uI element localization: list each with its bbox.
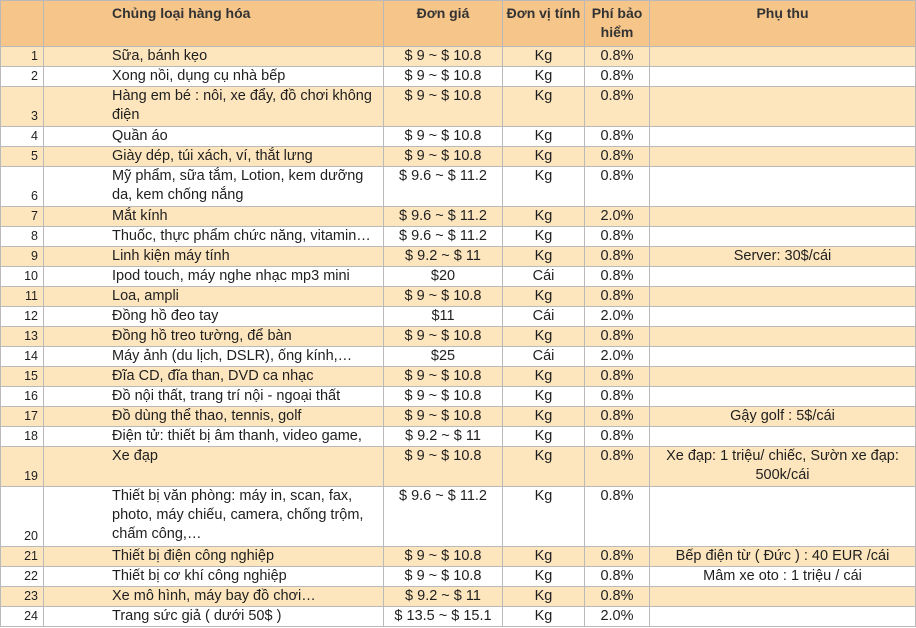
table-row <box>1 167 916 207</box>
row-number: 20 <box>1 487 44 547</box>
insurance-fee-cell: 0.8% <box>585 47 650 67</box>
table-row <box>1 147 916 167</box>
insurance-fee-cell: 2.0% <box>585 307 650 327</box>
unit-cell: Kg <box>503 167 585 207</box>
category-cell: Sữa, bánh kẹo <box>44 47 384 67</box>
unit-cell: Kg <box>503 247 585 267</box>
row-number: 9 <box>1 247 44 267</box>
row-number: 1 <box>1 47 44 67</box>
surcharge-cell <box>650 87 916 127</box>
category-cell: Đồ dùng thể thao, tennis, golf <box>44 407 384 427</box>
insurance-fee-cell: 0.8% <box>585 227 650 247</box>
category-cell: Đồng hồ treo tường, để bàn <box>44 327 384 347</box>
insurance-fee-cell: 0.8% <box>585 147 650 167</box>
price-cell: $ 13.5 ~ $ 15.1 <box>384 607 503 627</box>
table-row <box>1 427 916 447</box>
row-number: 14 <box>1 347 44 367</box>
surcharge-cell: Bếp điện từ ( Đức ) : 40 EUR /cái <box>650 547 916 567</box>
price-cell: $ 9 ~ $ 10.8 <box>384 47 503 67</box>
row-number: 8 <box>1 227 44 247</box>
category-cell: Trang sức giả ( dưới 50$ ) <box>44 607 384 627</box>
category-cell: Điện tử: thiết bị âm thanh, video game, <box>44 427 384 447</box>
row-number: 21 <box>1 547 44 567</box>
category-cell: Hàng em bé : nôi, xe đẩy, đồ chơi không điện <box>44 87 384 127</box>
table-row <box>1 227 916 247</box>
row-number: 15 <box>1 367 44 387</box>
unit-cell: Kg <box>503 407 585 427</box>
row-number: 2 <box>1 67 44 87</box>
insurance-fee-cell: 0.8% <box>585 267 650 287</box>
table-row <box>1 567 916 587</box>
surcharge-cell <box>650 167 916 207</box>
table-row <box>1 47 916 67</box>
surcharge-cell <box>650 367 916 387</box>
category-cell: Giày dép, túi xách, ví, thắt lưng <box>44 147 384 167</box>
category-cell: Đồ nội thất, trang trí nội - ngoại thất <box>44 387 384 407</box>
table-row <box>1 267 916 287</box>
table-row <box>1 87 916 127</box>
category-cell: Xe mô hình, máy bay đồ chơi… <box>44 587 384 607</box>
header-row <box>1 1 916 47</box>
unit-cell: Kg <box>503 327 585 347</box>
row-number: 3 <box>1 87 44 127</box>
insurance-fee-cell: 0.8% <box>585 487 650 547</box>
insurance-fee-cell: 2.0% <box>585 607 650 627</box>
surcharge-cell <box>650 207 916 227</box>
price-cell: $ 9 ~ $ 10.8 <box>384 547 503 567</box>
table-row <box>1 607 916 627</box>
table-row <box>1 287 916 307</box>
row-number: 10 <box>1 267 44 287</box>
unit-cell: Kg <box>503 227 585 247</box>
unit-cell: Kg <box>503 87 585 127</box>
insurance-fee-cell: 0.8% <box>585 367 650 387</box>
table-header <box>1 1 916 47</box>
category-cell: Đồng hồ đeo tay <box>44 307 384 327</box>
unit-cell: Kg <box>503 587 585 607</box>
insurance-fee-cell: 0.8% <box>585 547 650 567</box>
header-number <box>1 1 44 47</box>
category-cell: Mỹ phẩm, sữa tắm, Lotion, kem dưỡng da, kem chống nắng <box>44 167 384 207</box>
surcharge-cell: Mâm xe oto : 1 triệu / cái <box>650 567 916 587</box>
price-cell: $ 9.6 ~ $ 11.2 <box>384 207 503 227</box>
insurance-fee-cell: 0.8% <box>585 427 650 447</box>
price-cell: $ 9 ~ $ 10.8 <box>384 447 503 487</box>
table-row <box>1 207 916 227</box>
row-number: 5 <box>1 147 44 167</box>
row-number: 7 <box>1 207 44 227</box>
category-cell: Loa, ampli <box>44 287 384 307</box>
table-row <box>1 247 916 267</box>
insurance-fee-cell: 0.8% <box>585 87 650 127</box>
insurance-fee-cell: 0.8% <box>585 327 650 347</box>
table-row <box>1 547 916 567</box>
price-cell: $ 9 ~ $ 10.8 <box>384 147 503 167</box>
insurance-fee-cell: 0.8% <box>585 587 650 607</box>
category-cell: Máy ảnh (du lịch, DSLR), ống kính,… <box>44 347 384 367</box>
insurance-fee-cell: 0.8% <box>585 167 650 207</box>
surcharge-cell <box>650 607 916 627</box>
surcharge-cell: Server: 30$/cái <box>650 247 916 267</box>
unit-cell: Kg <box>503 567 585 587</box>
price-cell: $25 <box>384 347 503 367</box>
row-number: 13 <box>1 327 44 347</box>
unit-cell: Kg <box>503 427 585 447</box>
category-cell: Mắt kính <box>44 207 384 227</box>
row-number: 18 <box>1 427 44 447</box>
unit-cell: Kg <box>503 147 585 167</box>
surcharge-cell <box>650 487 916 547</box>
price-cell: $ 9 ~ $ 10.8 <box>384 67 503 87</box>
row-number: 11 <box>1 287 44 307</box>
unit-cell: Cái <box>503 347 585 367</box>
surcharge-cell <box>650 307 916 327</box>
unit-cell: Kg <box>503 447 585 487</box>
surcharge-cell <box>650 127 916 147</box>
category-cell: Thuốc, thực phẩm chức năng, vitamin… <box>44 227 384 247</box>
table-row <box>1 387 916 407</box>
insurance-fee-cell: 0.8% <box>585 407 650 427</box>
header-insurance-fee: Phí bảo hiểm <box>585 1 650 47</box>
price-cell: $ 9.2 ~ $ 11 <box>384 427 503 447</box>
surcharge-cell <box>650 327 916 347</box>
price-cell: $ 9 ~ $ 10.8 <box>384 327 503 347</box>
insurance-fee-cell: 0.8% <box>585 447 650 487</box>
row-number: 23 <box>1 587 44 607</box>
unit-cell: Kg <box>503 387 585 407</box>
category-cell: Đĩa CD, đĩa than, DVD ca nhạc <box>44 367 384 387</box>
row-number: 6 <box>1 167 44 207</box>
surcharge-cell <box>650 387 916 407</box>
price-cell: $20 <box>384 267 503 287</box>
surcharge-cell <box>650 347 916 367</box>
surcharge-cell <box>650 427 916 447</box>
insurance-fee-cell: 0.8% <box>585 567 650 587</box>
surcharge-cell <box>650 47 916 67</box>
category-cell: Thiết bị cơ khí công nghiệp <box>44 567 384 587</box>
surcharge-cell <box>650 67 916 87</box>
insurance-fee-cell: 0.8% <box>585 287 650 307</box>
unit-cell: Kg <box>503 547 585 567</box>
surcharge-cell: Xe đạp: 1 triệu/ chiếc, Sườn xe đạp: 500k/cái <box>650 447 916 487</box>
category-cell: Xong nồi, dụng cụ nhà bếp <box>44 67 384 87</box>
table-row <box>1 407 916 427</box>
header-unit-price: Đơn giá <box>384 1 503 47</box>
header-surcharge: Phụ thu <box>650 1 916 47</box>
unit-cell: Kg <box>503 287 585 307</box>
price-cell: $ 9 ~ $ 10.8 <box>384 127 503 147</box>
price-cell: $ 9.2 ~ $ 11 <box>384 247 503 267</box>
price-cell: $ 9 ~ $ 10.8 <box>384 387 503 407</box>
unit-cell: Kg <box>503 47 585 67</box>
row-number: 17 <box>1 407 44 427</box>
price-cell: $ 9 ~ $ 10.8 <box>384 287 503 307</box>
table-row <box>1 67 916 87</box>
insurance-fee-cell: 2.0% <box>585 207 650 227</box>
price-cell: $11 <box>384 307 503 327</box>
insurance-fee-cell: 0.8% <box>585 127 650 147</box>
table-row <box>1 447 916 487</box>
category-cell: Xe đạp <box>44 447 384 487</box>
header-category: Chủng loại hàng hóa <box>44 1 384 47</box>
table-row <box>1 587 916 607</box>
unit-cell: Cái <box>503 267 585 287</box>
unit-cell: Kg <box>503 487 585 547</box>
header-unit: Đơn vị tính <box>503 1 585 47</box>
surcharge-cell <box>650 287 916 307</box>
category-cell: Ipod touch, máy nghe nhạc mp3 mini <box>44 267 384 287</box>
category-cell: Thiết bị văn phòng: máy in, scan, fax, photo, máy chiếu, camera, chống trộm, chấm công,… <box>44 487 384 547</box>
unit-cell: Kg <box>503 607 585 627</box>
unit-cell: Kg <box>503 367 585 387</box>
category-cell: Thiết bị điện công nghiệp <box>44 547 384 567</box>
table-row <box>1 487 916 547</box>
insurance-fee-cell: 0.8% <box>585 247 650 267</box>
surcharge-cell <box>650 267 916 287</box>
insurance-fee-cell: 0.8% <box>585 67 650 87</box>
unit-cell: Cái <box>503 307 585 327</box>
table-row <box>1 307 916 327</box>
price-cell: $ 9.6 ~ $ 11.2 <box>384 487 503 547</box>
unit-cell: Kg <box>503 67 585 87</box>
price-cell: $ 9.2 ~ $ 11 <box>384 587 503 607</box>
table-row <box>1 327 916 347</box>
row-number: 22 <box>1 567 44 587</box>
price-cell: $ 9 ~ $ 10.8 <box>384 87 503 127</box>
price-cell: $ 9 ~ $ 10.8 <box>384 407 503 427</box>
table-body <box>1 47 916 627</box>
insurance-fee-cell: 0.8% <box>585 387 650 407</box>
insurance-fee-cell: 2.0% <box>585 347 650 367</box>
row-number: 19 <box>1 447 44 487</box>
row-number: 24 <box>1 607 44 627</box>
price-cell: $ 9 ~ $ 10.8 <box>384 367 503 387</box>
table-row <box>1 367 916 387</box>
unit-cell: Kg <box>503 127 585 147</box>
row-number: 12 <box>1 307 44 327</box>
row-number: 4 <box>1 127 44 147</box>
price-cell: $ 9.6 ~ $ 11.2 <box>384 227 503 247</box>
surcharge-cell <box>650 227 916 247</box>
row-number: 16 <box>1 387 44 407</box>
unit-cell: Kg <box>503 207 585 227</box>
price-cell: $ 9.6 ~ $ 11.2 <box>384 167 503 207</box>
surcharge-cell: Gậy golf : 5$/cái <box>650 407 916 427</box>
table-row <box>1 347 916 367</box>
surcharge-cell <box>650 147 916 167</box>
surcharge-cell <box>650 587 916 607</box>
category-cell: Quần áo <box>44 127 384 147</box>
price-cell: $ 9 ~ $ 10.8 <box>384 567 503 587</box>
table-row <box>1 127 916 147</box>
category-cell: Linh kiện máy tính <box>44 247 384 267</box>
